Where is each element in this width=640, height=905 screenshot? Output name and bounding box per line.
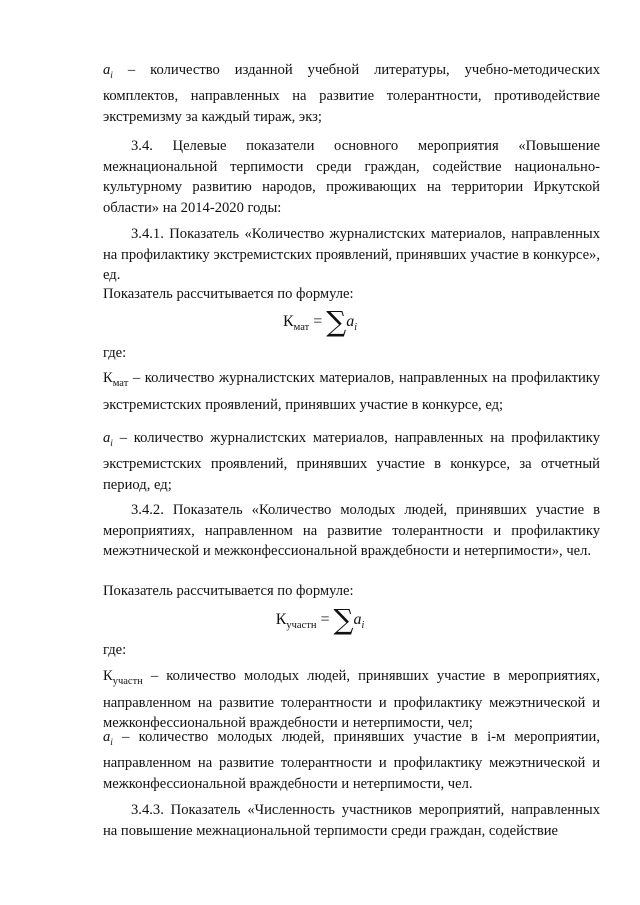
sum-symbol: ∑ bbox=[326, 305, 347, 338]
definition-ai-participants: $a_i$ – количество молодых людей, принявших участие в i-м мероприятии, направленном на развитие толерантности и профилактику межэтнической и межконфессиональной враждебности и нетерпимости, чел. bbox=[103, 729, 600, 792]
formula-intro-1: Показатель рассчитывается по формуле: bbox=[103, 286, 354, 302]
formula-kuchastn: $К_{участн} = \sum a_i$ bbox=[275, 603, 365, 636]
definition-ai-materials: $a_i$ – количество журналистских материалов, направленных на профилактику экстремистских проявлений, принявших участие в конкурсе, за отчетный период, ед; bbox=[103, 430, 600, 493]
definition-kmat: $К_{мат}$ – количество журналистских материалов, направленных на профилактику экстремистских проявлений, принявших участие в конкурсе, ед; bbox=[103, 370, 600, 413]
sum-symbol: ∑ bbox=[333, 603, 354, 636]
formula-kmat: $К_{мат} = \sum a_i$ bbox=[282, 305, 358, 338]
paragraph-ai-literature: $a_i$ – количество изданной учебной литературы, учебно-методических комплектов, направленных на развитие толерантности, противодействие экстремизму за каждый тираж, экз; bbox=[103, 62, 600, 125]
formula-intro-2: Показатель рассчитывается по формуле: bbox=[103, 583, 354, 599]
section-3-4-1-indicator: 3.4.1. Показатель «Количество журналистских материалов, направленных на профилактику экстремистских проявлений, принявших участие в конкурсе», ед. bbox=[103, 226, 600, 283]
definition-kuchastn: $К_{участн}$ – количество молодых людей, принявших участие в мероприятиях, направленном на развитие толерантности и профилактику межэтнической и межконфессиональной враждебности и нетерпимости, чел; bbox=[103, 668, 600, 731]
section-3-4-heading: 3.4. Целевые показатели основного мероприятия «Повышение межнациональной терпимости среди граждан, содействие национально-культурному развитию народов, проживающих на территории Иркутской области» на 2014-2020 годы: bbox=[103, 138, 600, 216]
section-3-4-3-indicator: 3.4.3. Показатель «Численность участников мероприятий, направленных на повышение межнациональной терпимости среди граждан, содействие bbox=[103, 802, 600, 839]
where-label-2: где: bbox=[103, 642, 127, 658]
variable-a: $a_i$ bbox=[103, 62, 113, 81]
section-3-4-2-indicator: 3.4.2. Показатель «Количество молодых людей, принявших участие в мероприятиях, направленном на развитие толерантности и профилактику межэтнической и межконфессиональной враждебности и нетерпимости», чел. bbox=[103, 502, 600, 559]
where-label-1: где: bbox=[103, 345, 127, 361]
